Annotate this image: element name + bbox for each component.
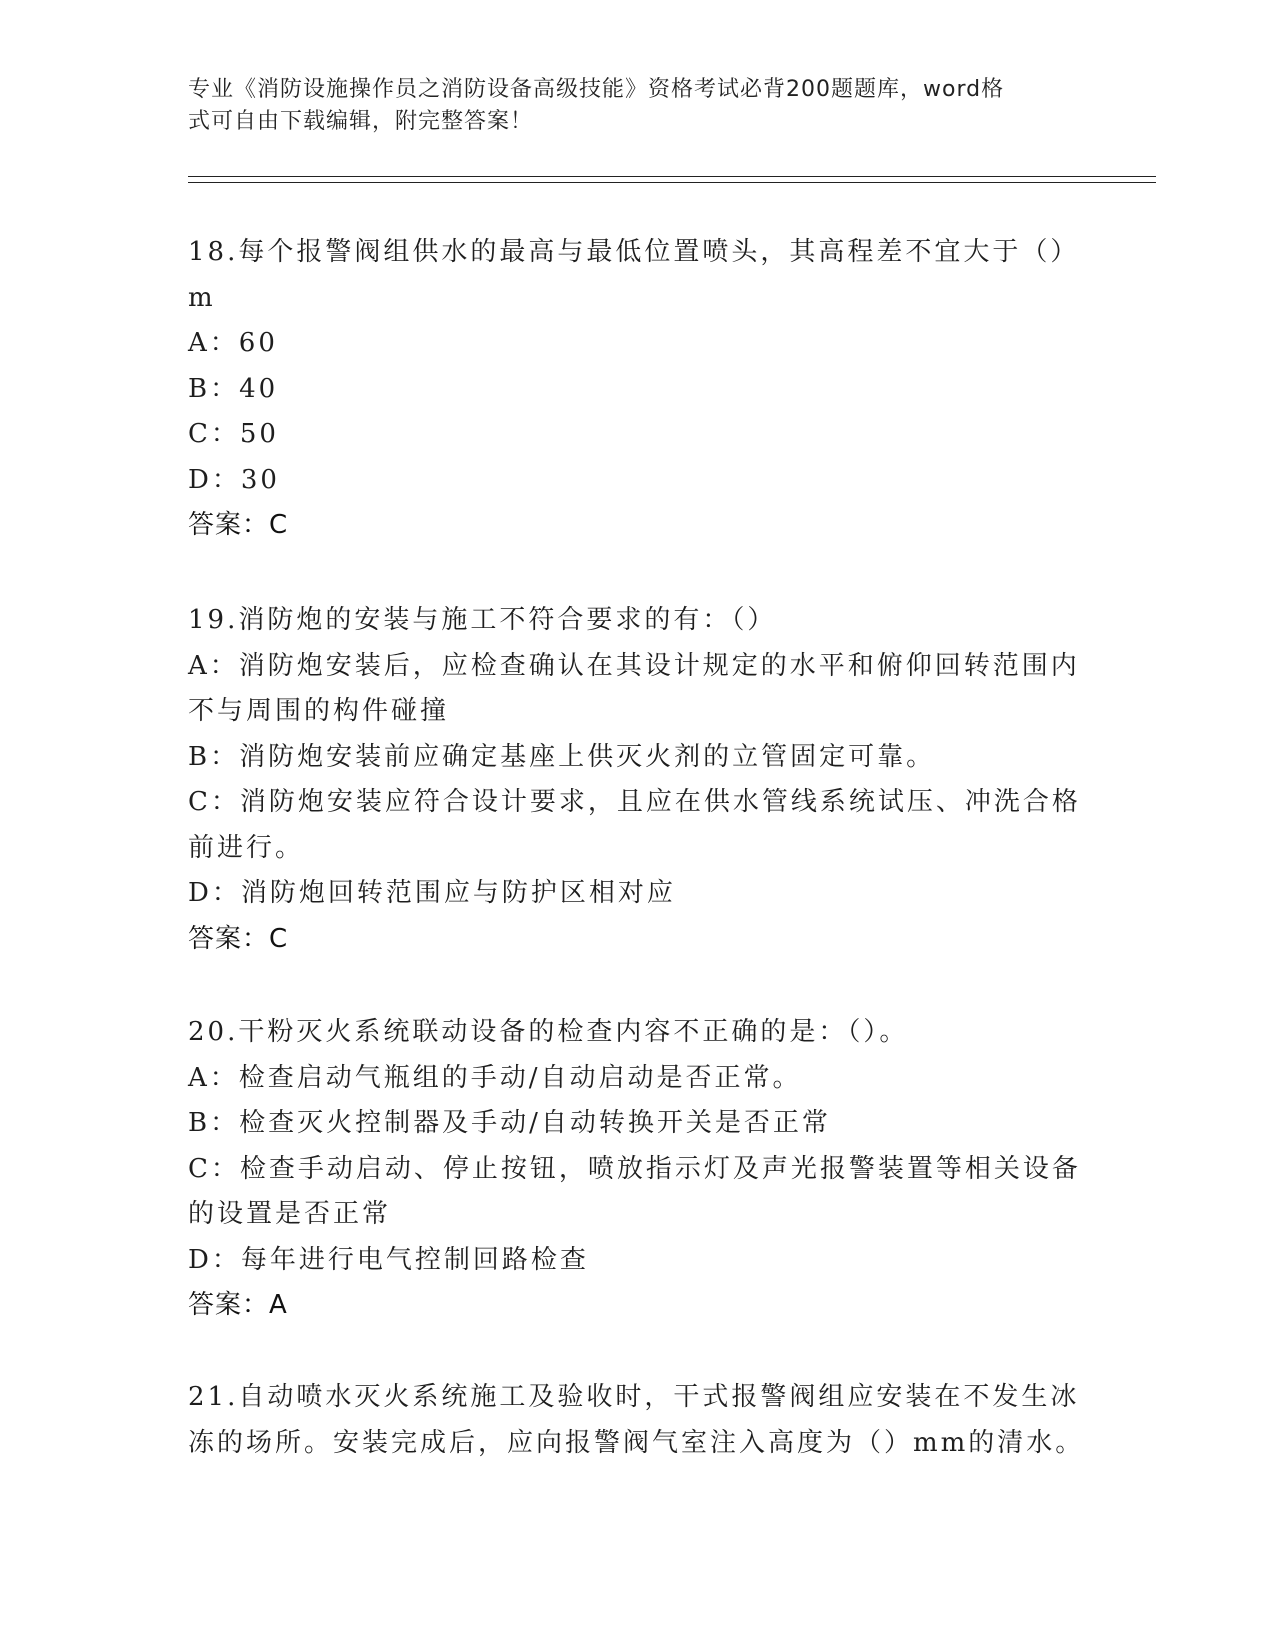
option-c: C：消防炮安装应符合设计要求，且应在供水管线系统试压、冲洗合格 [188, 787, 1081, 817]
option-a-continued: 不与周围的构件碰撞 [188, 696, 450, 726]
answer: 答案：C [188, 510, 289, 540]
option-a: A：检查启动气瓶组的手动/自动启动是否正常。 [188, 1062, 802, 1093]
option-d: D：30 [188, 464, 280, 495]
question-stem-line: 20.干粉灭火系统联动设备的检查内容不正确的是：（）。 [188, 1017, 909, 1047]
header-divider-bottom [188, 182, 1156, 183]
header-line-1: 专业《消防设施操作员之消防设备高级技能》资格考试必背200题题库，word格 [188, 77, 1005, 102]
header-divider-top [188, 176, 1156, 177]
question-stem-line: 19.消防炮的安装与施工不符合要求的有：（） [188, 605, 777, 635]
option-a: A：消防炮安装后，应检查确认在其设计规定的水平和俯仰回转范围内 [188, 650, 1080, 681]
header-line-2: 式可自由下载编辑，附完整答案！ [188, 109, 534, 134]
option-c: C：检查手动启动、停止按钮，喷放指示灯及声光报警装置等相关设备 [188, 1153, 1081, 1184]
question-stem-line: 冻的场所。安装完成后，应向报警阀气室注入高度为（）mm的清水。 [188, 1427, 1085, 1458]
question-19 [188, 598, 1081, 962]
option-c: C：50 [188, 419, 279, 449]
option-d: D：消防炮回转范围应与防护区相对应 [188, 878, 676, 908]
question-21 [188, 1375, 1085, 1466]
option-b: B：消防炮安装前应确定基座上供灭火剂的立管固定可靠。 [188, 741, 936, 772]
option-b: B：检查灭火控制器及手动/自动转换开关是否正常 [188, 1108, 831, 1138]
document-header [188, 74, 1068, 138]
option-b: B：40 [188, 373, 279, 404]
question-stem-line: m [188, 282, 216, 313]
question-18 [188, 230, 1078, 549]
option-d: D：每年进行电气控制回路检查 [188, 1244, 589, 1275]
question-20 [188, 1010, 1081, 1329]
question-stem-line: 21.自动喷水灭火系统施工及验收时，干式报警阀组应安装在不发生冰 [188, 1382, 1080, 1412]
question-stem-line: 18.每个报警阀组供水的最高与最低位置喷头，其高程差不宜大于（） [188, 237, 1080, 267]
answer: 答案：A [188, 1290, 288, 1320]
option-c-continued: 前进行。 [188, 832, 305, 863]
option-a: A：60 [188, 328, 278, 358]
answer: 答案：C [188, 923, 289, 954]
option-c-continued: 的设置是否正常 [188, 1199, 392, 1229]
